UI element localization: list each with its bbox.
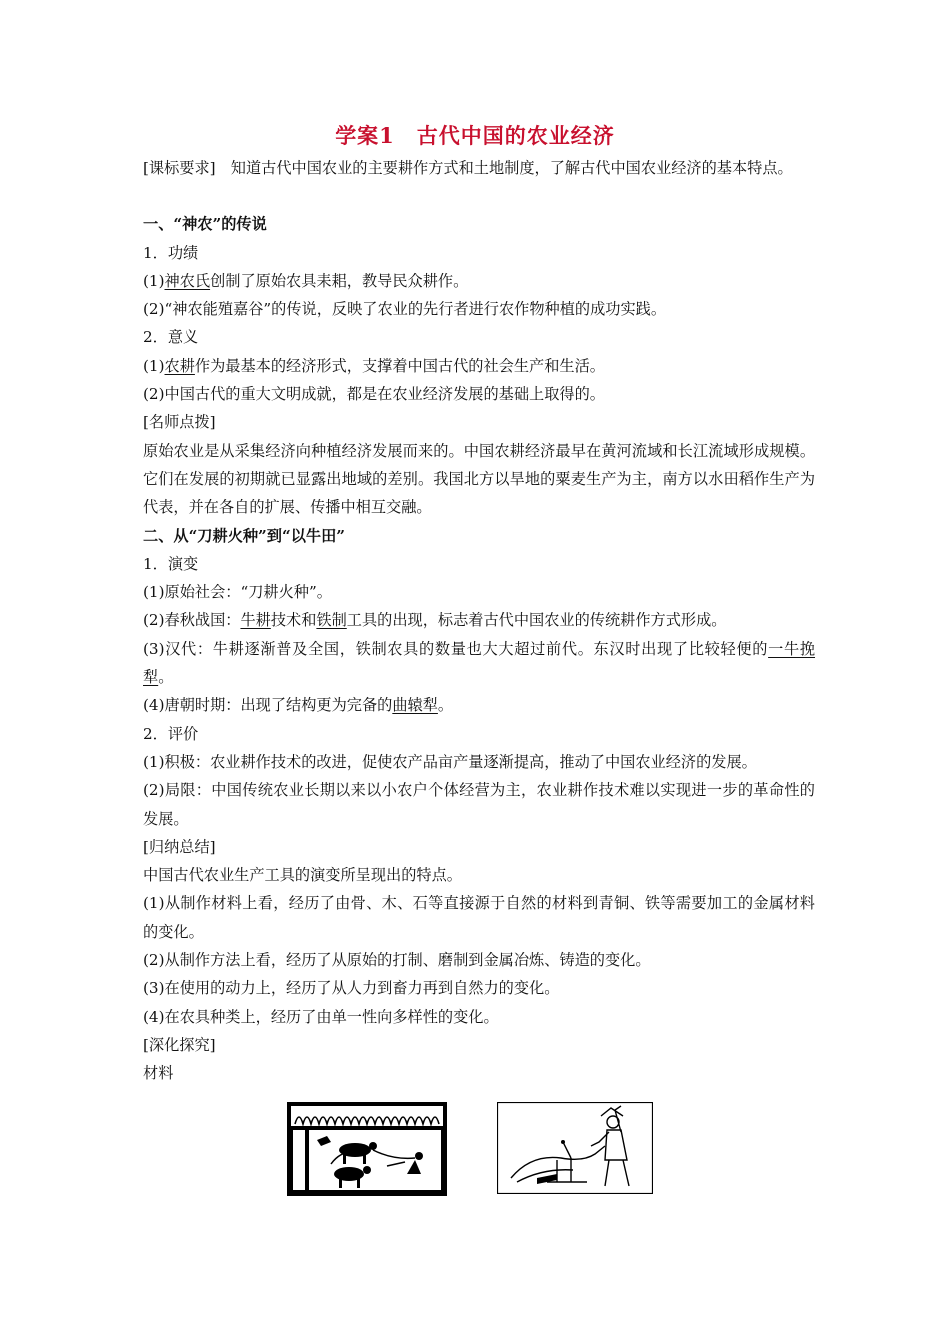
s1-item-2: (2)“神农能殖嘉谷”的传说，反映了农业的先行者进行农作物种植的成功实践。	[143, 300, 667, 319]
s2-item-1: (1)原始社会：“刀耕火种”。	[143, 583, 332, 602]
requirement-text: 知道古代中国农业的主要耕作方式和土地制度，了解古代中国农业经济的基本特点。	[215, 159, 793, 177]
s2-item-3	[143, 635, 815, 692]
summary-intro: 中国古代农业生产工具的演变所呈现出的特点。	[143, 866, 462, 885]
material-label: 材料	[143, 1064, 174, 1083]
blank-answer: 曲辕犁	[392, 696, 438, 715]
summary-tag: [归纳总结]	[143, 837, 216, 856]
summary-item-4: (4)在农具种类上，经历了由单一性向多样性的变化。	[143, 1007, 499, 1026]
s2-eval-1: (1)积极：农业耕作技术的改进，促使农产品亩产量逐渐提高，推动了中国农业经济的发展。	[143, 752, 757, 771]
s2-eval-2: (2)局限：中国传统农业长期以来以小农户个体经营为主，农业耕作技术难以实现进一步的革命性的发展。	[143, 781, 815, 828]
ox-plowing-mural-image	[287, 1102, 447, 1196]
blank-answer: 牛耕	[240, 611, 271, 630]
document-body	[143, 154, 815, 1088]
curriculum-requirement	[143, 154, 815, 182]
s1-subtitle-achievement: 1．功绩	[143, 243, 199, 262]
teacher-tip-tag: [名师点拨]	[143, 413, 216, 432]
s1-subtitle-significance: 2．意义	[143, 328, 199, 347]
deep-inquiry-tag: [深化探究]	[143, 1035, 216, 1054]
s2-item-2	[143, 606, 815, 634]
summary-item-3: (3)在使用的动力上，经历了从人力到畜力再到自然力的变化。	[143, 979, 560, 998]
item-prefix: (2)春秋战国：	[143, 611, 241, 630]
farmer-with-plow-drawing	[497, 1102, 653, 1194]
s2-subtitle-evolution: 1．演变	[143, 554, 199, 573]
item-text: 作为最基本的经济形式，支撑着中国古代的社会生产和生活。	[194, 356, 605, 375]
section2-heading: 二、从“刀耕火种”到“以牛田”	[143, 526, 346, 545]
s2-item-4	[143, 691, 815, 719]
item-text: 。	[158, 668, 174, 687]
item-text: 技术和	[270, 611, 317, 630]
teacher-tip-text: 原始农业是从采集经济向种植经济发展而来的。中国农耕经济最早在黄河流域和长江流域形成规模。它们在发展的初期就已显露出地域的差别。我国北方以旱地的粟麦生产为主，南方以水田稻作生产为代表，并在各自的扩展、传播中相互交融。	[143, 441, 815, 517]
summary-item-2: (2)从制作方法上看，经历了从原始的打制、磨制到金属冶炼、铸造的变化。	[143, 951, 651, 970]
item-text: (3)汉代：牛耕逐渐普及全国，铁制农具的数量也大大超过前代。东汉时出现了比较轻便的	[143, 639, 769, 658]
s2-subtitle-evaluation: 2．评价	[143, 724, 199, 743]
blank-answer: 农耕	[164, 356, 195, 375]
page-title: 学案1 古代中国的农业经济	[335, 123, 615, 148]
s1-item-4: (2)中国古代的重大文明成就，都是在农业经济发展的基础上取得的。	[143, 385, 605, 404]
item-text: 工具的出现，标志着古代中国农业的传统耕作方式形成。	[346, 611, 727, 630]
section1-heading: 一、“神农”的传说	[143, 215, 267, 234]
item-text: (4)唐朝时期：出现了结构更为完备的	[143, 696, 393, 715]
item-text: 。	[437, 696, 454, 715]
summary-item-1: (1)从制作材料上看，经历了由骨、木、石等直接源于自然的材料到青铜、铁等需要加工的金属材料的变化。	[143, 894, 815, 941]
blank-answer: 铁制	[316, 611, 347, 630]
blank-answer: 神农氏	[164, 271, 211, 290]
material-figures	[0, 1102, 950, 1198]
item-text: 创制了原始农具耒耜，教导民众耕作。	[210, 271, 469, 290]
blank-answer: 一牛挽犁	[143, 639, 816, 687]
item-prefix: (1)	[143, 271, 165, 290]
requirement-tag: [课标要求]	[143, 159, 216, 177]
s1-item-1	[143, 267, 815, 295]
s1-item-3	[143, 352, 815, 380]
item-prefix: (1)	[143, 356, 165, 375]
